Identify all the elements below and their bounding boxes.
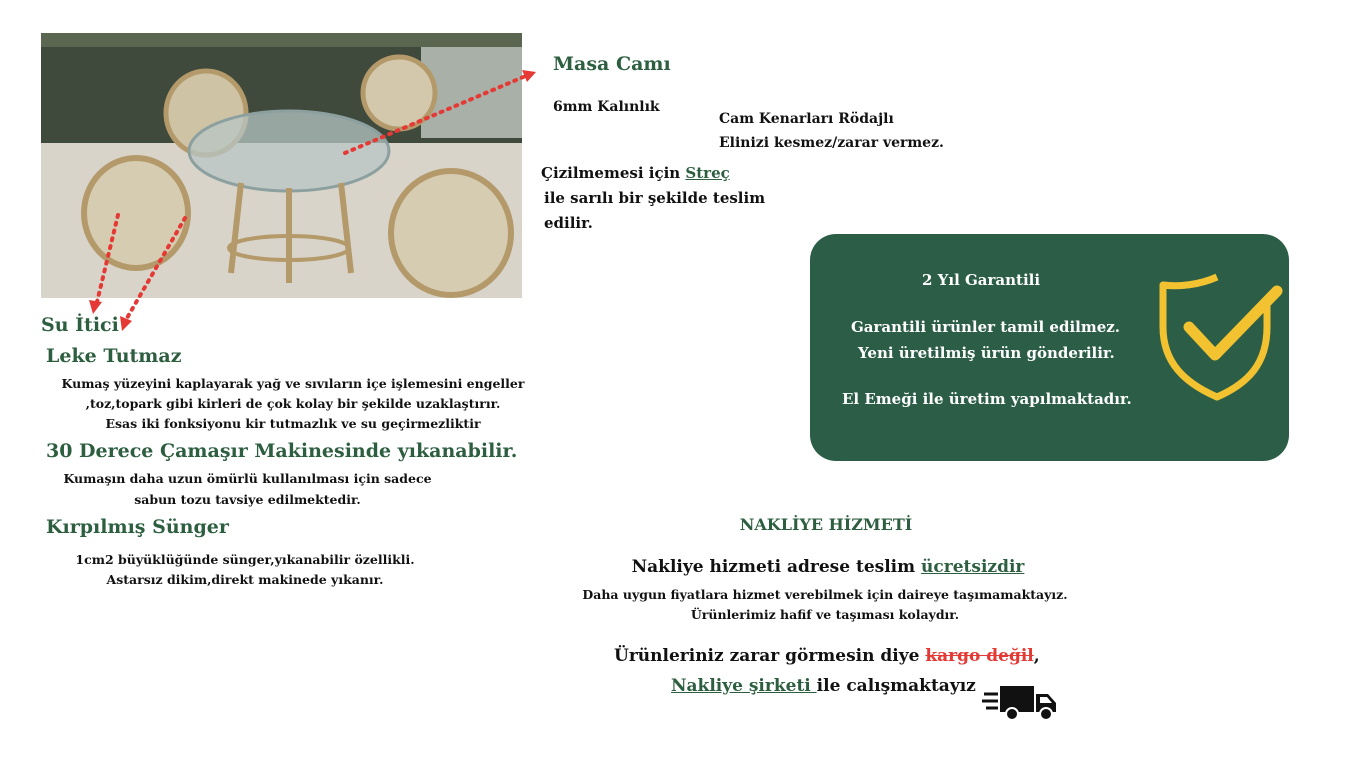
glass-wrap-note [541,161,765,236]
glass-thickness: 6mm Kalınlık [553,99,660,115]
free-shipping-line [580,557,1076,577]
wash-line1: Kumaşın daha uzun ömürlü kullanılması için sadece [63,471,432,486]
glass-edges-line2: Elinizi kesmez/zarar vermez. [719,135,944,151]
free-prefix: Nakliye hizmeti adrese teslim [631,557,922,577]
stain-line3: Esas iki fonksiyonu kir tutmazlık ve su geçirmezliktir [105,416,481,431]
shipping-note-line1: Daha uygun fiyatlara hizmet verebilmek için daireye taşımamaktayız. [582,587,1068,602]
glass-title: Masa Camı [553,53,671,75]
glass-edges [719,107,944,155]
sponge-line1: 1cm2 büyüklüğünde sünger,yıkanabilir özellikli. [75,552,415,567]
safe-suffix: , [1033,646,1040,666]
warranty-line2: Yeni üretilmiş ürün gönderilir. [858,344,1115,362]
water-repellent-title: Su İtici [41,314,119,336]
cargo-strike: kargo değil [925,646,1034,666]
washable-description [50,468,445,510]
stain-description [60,374,526,434]
shipping-note [560,585,1090,625]
washable-title: 30 Derece Çamaşır Makinesinde yıkanabilir. [46,440,518,462]
glass-wrap-line3: edilir. [544,214,593,232]
glass-edges-line1: Cam Kenarları Rödajlı [719,111,894,127]
stretch-link[interactable]: Streç [685,164,730,182]
free-link[interactable]: ücretsizdir [921,557,1025,577]
shield-check-icon [1155,271,1283,403]
sponge-title: Kırpılmış Sünger [46,516,229,538]
company-line [671,676,976,696]
wrap-prefix: Çizilmemesi için [541,164,686,182]
stain-resistant-title: Leke Tutmaz [46,345,182,367]
company-suffix: ile calışmaktayız [816,676,976,696]
warranty-line3: El Emeği ile üretim yapılmaktadır. [842,390,1132,408]
safe-delivery-line [614,646,1040,666]
delivery-truck-icon [982,682,1060,722]
warranty-title: 2 Yıl Garantili [922,271,1041,289]
stain-line2: ,toz,topark gibi kirleri de çok kolay bir şekilde uzaklaştırır. [85,396,501,411]
shipping-title: NAKLİYE HİZMETİ [739,515,913,534]
company-link[interactable]: Nakliye şirketi [671,676,817,696]
warranty-line1: Garantili ürünler tamil edilmez. [851,318,1121,336]
warranty-panel [810,234,1289,461]
sponge-line2: Astarsız dikim,direkt makinede yıkanır. [106,572,384,587]
stain-line1: Kumaş yüzeyini kaplayarak yağ ve sıvıların içe işlemesini engeller [61,376,525,391]
sponge-description [50,550,440,590]
shipping-note-line2: Ürünlerimiz hafif ve taşıması kolaydır. [690,607,960,622]
wash-line2: sabun tozu tavsiye edilmektedir. [134,492,361,507]
glass-wrap-line2: ile sarılı bir şekilde teslim [544,189,766,207]
glass-wrap-line1 [541,161,765,186]
safe-prefix: Ürünleriniz zarar görmesin diye [614,646,926,666]
